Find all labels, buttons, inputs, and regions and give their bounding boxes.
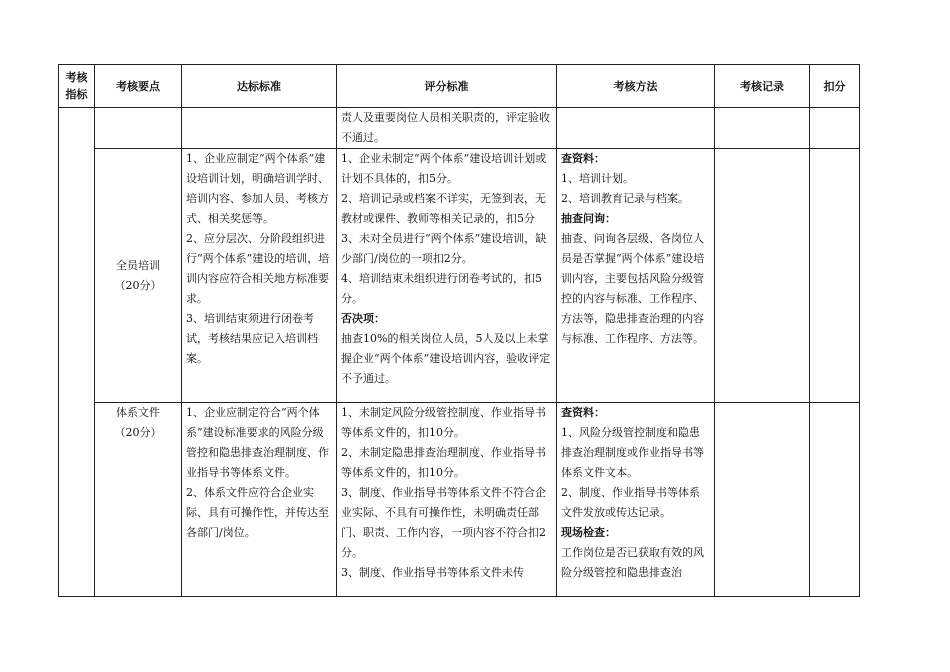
criteria-line: 4、培训结束未组织进行闭卷考试的，扣5分。 [341,272,542,305]
section-heading: 抽查问询： [561,212,616,225]
criteria-line: 3、制度、作业指导书等体系文件未传 [341,566,524,579]
header-record: 考核记录 [715,65,810,108]
point-cell: 体系文件 （20分） [95,403,182,597]
criteria-line: 1、未制定风险分级管控制度、作业指导书等体系文件的，扣10分。 [341,406,546,439]
header-row [59,65,860,108]
criteria-line: 责人及重要岗位人员相关职责的，评定验收不通过。 [341,111,550,144]
criteria-line: 2、培训记录或档案不详实，无签到表，无教材或课件、教师等相关记录的，扣5分 [341,192,546,225]
table-row [59,149,860,403]
standard-cell: 1、企业应制定符合“两个体系”建设标准要求的风险分级管控和隐患排查治理制度、作业指导书等体系文件。 2、体系文件应符合企业实际、具有可操作性，并传达至各部门/岗位。 [182,403,337,597]
section-heading: 查资料： [561,406,605,419]
point-cell [95,108,182,149]
scoring-cell [337,108,557,149]
scoring-cell [337,403,557,597]
header-standard: 达标标准 [182,65,337,108]
scoring-cell [337,149,557,403]
header-deduct: 扣分 [810,65,860,108]
criteria-line: 3、未对全员进行“两个体系”建设培训，缺少部门/岗位的一项扣2分。 [341,232,547,265]
criteria-line: 1、企业未制定“两个体系”建设培训计划或计划不具体的，扣5分。 [341,152,547,185]
criteria-line: 1、培训计划。 [561,172,634,185]
table-row [59,108,860,149]
deduct-cell[interactable] [810,403,860,597]
method-cell [557,403,715,597]
deduct-cell[interactable] [810,149,860,403]
standard-cell [182,108,337,149]
standard-cell: 1、企业应制定“两个体系”建设培训计划，明确培训学时、培训内容、参加人员、考核方式、相关奖惩等。 2、应分层次、分阶段组织进行“两个体系”建设的培训，培训内容应符合相关地方标准要求。 3、培训结束须进行闭卷考试，考核结果应记入培训档案。 [182,149,337,403]
point-cell: 全员培训 （20分） [95,149,182,403]
section-heading: 否决项： [341,312,385,325]
criteria-line: 抽查10%的相关岗位人员，5人及以上未掌握企业“两个体系”建设培训内容，验收评定不予通过。 [341,332,551,385]
criteria-line: 3、制度、作业指导书等体系文件不符合企业实际、不具有可操作性，未明确责任部门、职责、工作内容，一项内容不符合扣2分。 [341,486,546,559]
header-scoring: 评分标准 [337,65,557,108]
method-cell [557,108,715,149]
section-heading: 现场检查： [561,526,616,539]
assessment-table [58,64,860,597]
record-cell[interactable] [715,108,810,149]
indicator-cell [59,108,95,597]
section-heading: 查资料： [561,152,605,165]
header-indicator: 考核 指标 [59,65,95,108]
criteria-line: 2、制度、作业指导书等体系文件发放或传达记录。 [561,486,700,519]
criteria-line: 1、风险分级管控制度和隐患排查治理制度或作业指导书等体系文件文本。 [561,426,704,479]
table-row [59,403,860,597]
header-point: 考核要点 [95,65,182,108]
header-method: 考核方法 [557,65,715,108]
deduct-cell[interactable] [810,108,860,149]
record-cell[interactable] [715,403,810,597]
criteria-line: 2、未制定隐患排查治理制度、作业指导书等体系文件的，扣10分。 [341,446,546,479]
record-cell[interactable] [715,149,810,403]
method-cell [557,149,715,403]
criteria-line: 工作岗位是否已获取有效的风险分级管控和隐患排查治 [561,546,704,579]
criteria-line: 2、培训教育记录与档案。 [561,192,689,205]
criteria-line: 抽查、问询各层级、各岗位人员是否掌握“两个体系”建设培训内容，主要包括风险分级管控的内容与标准、工作程序、方法等，隐患排查治理的内容与标准、工作程序、方法等。 [561,232,705,345]
